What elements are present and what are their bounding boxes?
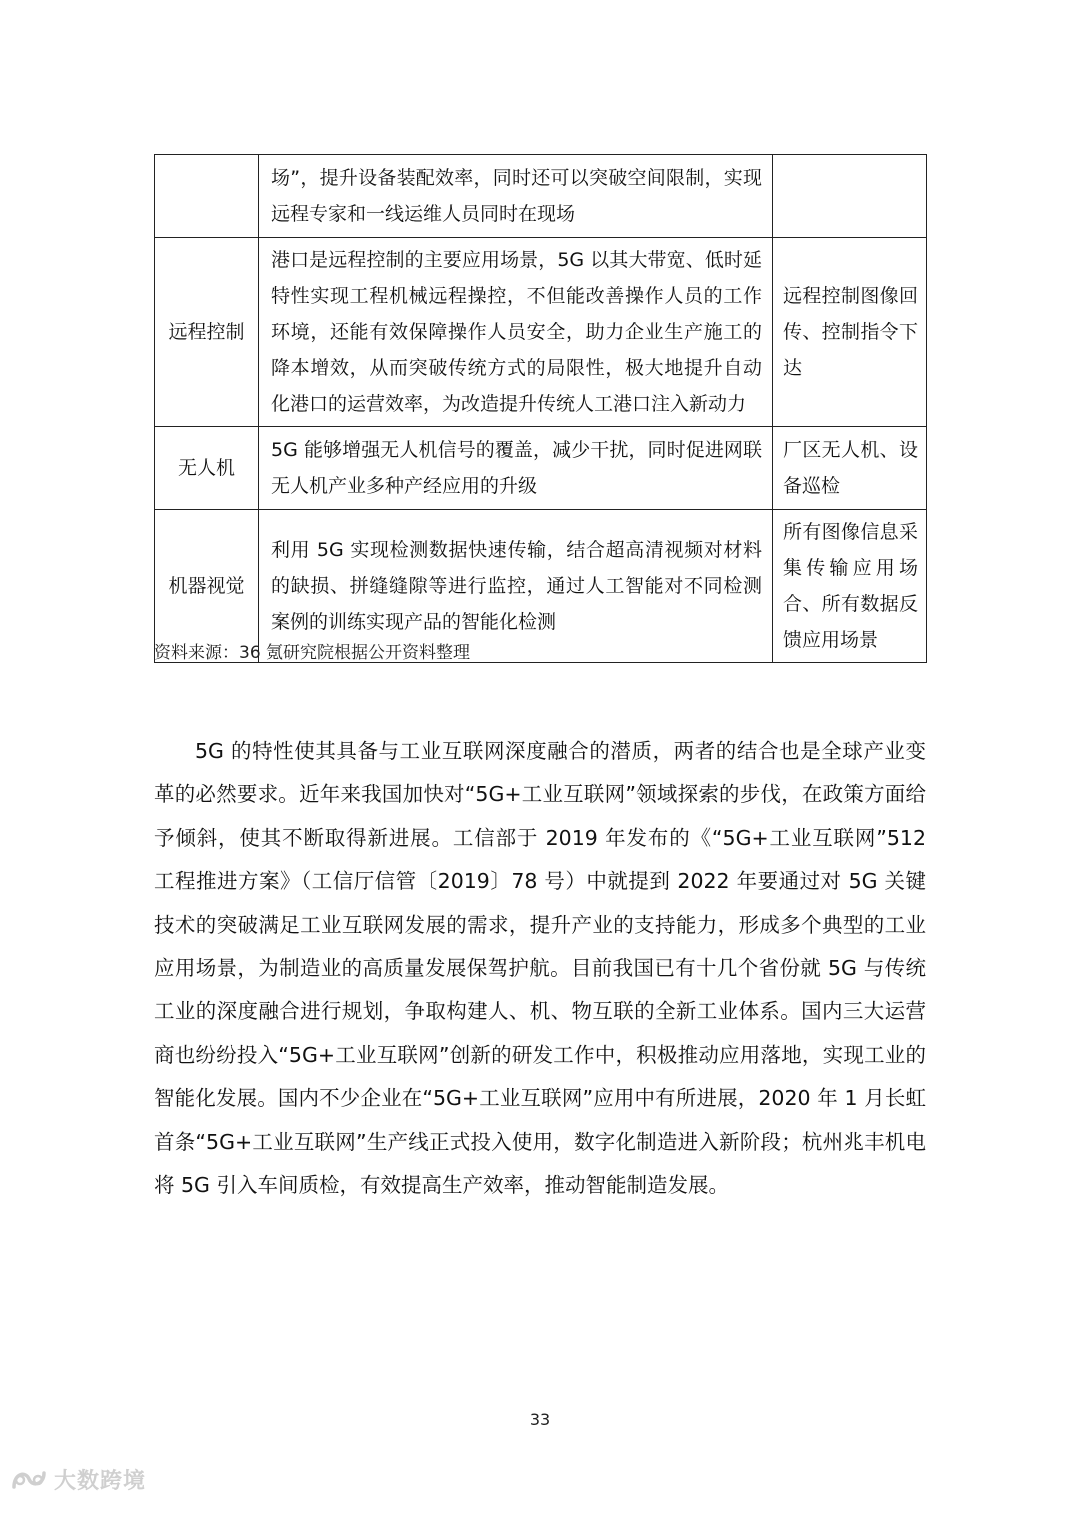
table-row (155, 427, 927, 510)
table-row (155, 238, 927, 427)
watermark (10, 1464, 146, 1495)
table-source-note: 资料来源：36 氪研究院根据公开资料整理 (154, 643, 471, 663)
application-scenario-table (154, 154, 927, 663)
watermark-text: 大数跨境 (54, 1469, 147, 1494)
application-cell (773, 155, 927, 238)
table-row (155, 155, 927, 238)
description-cell: 利用 5G 实现检测数据快速传输，结合超高清视频对材料的缺损、拼缝缝隙等进行监控，通过人工智能对不同检测案例的训练实现产品的智能化检测 (259, 510, 773, 663)
scene-cell: 机器视觉 (155, 510, 259, 663)
description-cell: 港口是远程控制的主要应用场景，5G 以其大带宽、低时延特性实现工程机械远程操控，不但能改善操作人员的工作环境，还能有效保障操作人员安全，助力企业生产施工的降本增效，从而突破传统方式的局限性，极大地提升自动化港口的运营效率，为改造提升传统人工港口注入新动力 (259, 238, 773, 427)
body-paragraph: 5G 的特性使其具备与工业互联网深度融合的潜质，两者的结合也是全球产业变革的必然要求。近年来我国加快对“5G+工业互联网”领域探索的步伐，在政策方面给予倾斜，使其不断取得新进展。工信部于 2019 年发布的《“5G+工业互联网”512 工程推进方案》（工信厅信管〔2019〕78 号）中就提到 2022 年要通过对 5G 关键技术的突破满足工业互联网发展的需求，提升产业的支持能力，形成多个典型的工业应用场景，为制造业的高质量发展保驾护航。目前我国已有十几个省份就 5G 与传统工业的深度融合进行规划，争取构建人、机、物互联的全新工业体系。国内三大运营商也纷纷投入“5G+工业互联网”创新的研发工作中，积极推动应用落地，实现工业的智能化发展。国内不少企业在“5G+工业互联网”应用中有所进展，2020 年 1 月长虹首条“5G+工业互联网”生产线正式投入使用，数字化制造进入新阶段；杭州兆丰机电将 5G 引入车间质检，有效提高生产效率，推动智能制造发展。 (154, 739, 926, 1198)
scene-cell: 无人机 (155, 427, 259, 510)
application-cell: 厂区无人机、设备巡检 (773, 427, 927, 510)
description-cell: 场”，提升设备装配效率，同时还可以突破空间限制，实现远程专家和一线运维人员同时在现场 (259, 155, 773, 238)
description-cell: 5G 能够增强无人机信号的覆盖，减少干扰，同时促进网联无人机产业多种产经应用的升级 (259, 427, 773, 510)
scene-cell (155, 155, 259, 238)
application-cell: 远程控制图像回传、控制指令下达 (773, 238, 927, 427)
page-number: 33 (529, 1410, 551, 1429)
scene-cell: 远程控制 (155, 238, 259, 427)
application-cell: 所有图像信息采集传输应用场合、所有数据反馈应用场景 (773, 510, 927, 663)
watermark-logo-icon (10, 1467, 48, 1493)
